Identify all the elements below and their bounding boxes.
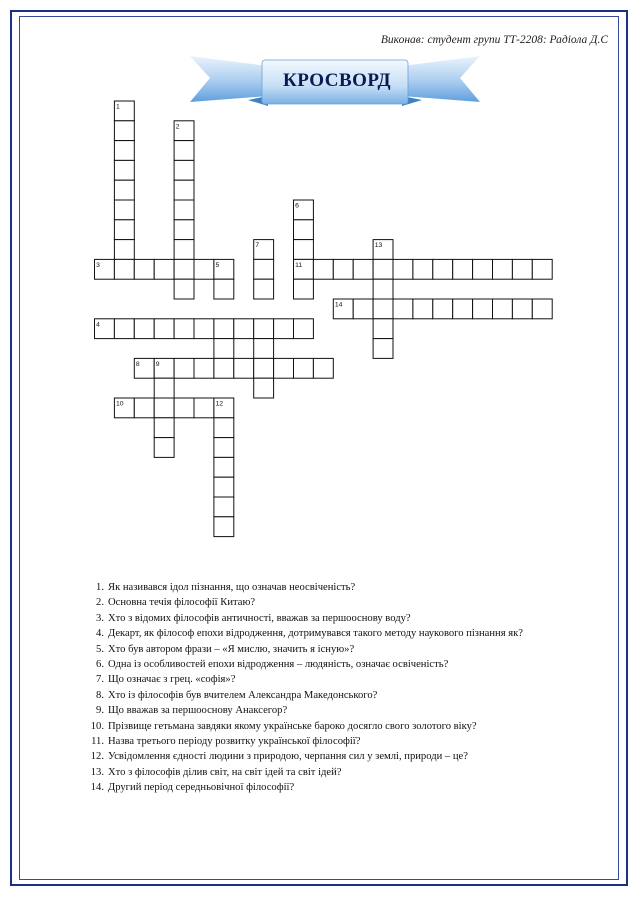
crossword-cell[interactable] [313, 358, 333, 378]
clue-text: Декарт, як філософ епохи відродження, дотримувався такого методу наукового пізнання як? [108, 628, 523, 640]
clue-text: Усвідомлення єдності людини з природою, черпання сил у землі, природи – це? [108, 751, 468, 763]
clue-number-label: 7 [255, 242, 260, 250]
crossword-cell[interactable] [214, 398, 234, 418]
crossword-cell[interactable] [333, 259, 353, 279]
clue-number: 13. [90, 766, 104, 778]
crossword-cell[interactable] [373, 299, 393, 319]
clue-number: 5. [96, 643, 104, 655]
crossword-cell[interactable] [214, 339, 234, 359]
crossword-cell[interactable] [114, 141, 134, 161]
crossword-cell[interactable] [294, 240, 314, 260]
clue-number-label: 8 [135, 361, 140, 368]
crossword-cell[interactable] [154, 259, 174, 279]
clue-item [84, 719, 614, 734]
clue-text: Основна течія філософії Китаю? [108, 597, 256, 609]
clue-number: 7. [96, 674, 104, 686]
crossword-cell[interactable] [214, 438, 234, 458]
crossword-cell[interactable] [254, 279, 274, 299]
clue-number: 8. [96, 689, 104, 701]
clue-number-label: 14 [334, 301, 343, 309]
crossword-cell[interactable] [512, 299, 532, 319]
crossword-cell[interactable] [134, 358, 154, 378]
crossword-cell[interactable] [174, 319, 194, 339]
crossword-cell[interactable] [234, 358, 254, 378]
crossword-cell[interactable] [154, 418, 174, 438]
clue-text: Хто із філософів був вчителем Александра Македонського? [108, 689, 378, 701]
crossword-cell[interactable] [373, 339, 393, 359]
crossword-cell[interactable] [174, 220, 194, 240]
clue-text: Що означає з грец. «софія»? [108, 674, 236, 686]
crossword-cell[interactable] [254, 240, 274, 260]
clue-item [84, 626, 614, 641]
crossword-cell[interactable] [373, 319, 393, 339]
crossword-cell[interactable] [174, 180, 194, 200]
crossword-cell[interactable] [194, 358, 214, 378]
crossword-cell[interactable] [512, 259, 532, 279]
clue-number: 12. [90, 751, 104, 763]
crossword-cell[interactable] [154, 438, 174, 458]
clue-number: 1. [96, 582, 104, 593]
crossword-cell[interactable] [393, 299, 413, 319]
clue-number-label: 2 [175, 123, 180, 131]
crossword-cell[interactable] [174, 279, 194, 299]
crossword-cell[interactable] [134, 259, 154, 279]
clue-item [84, 642, 614, 657]
crossword-cell[interactable] [114, 220, 134, 240]
clue-item [84, 749, 614, 764]
crossword-cell[interactable] [254, 319, 274, 339]
crossword-cell[interactable] [194, 259, 214, 279]
clue-number: 11. [91, 736, 104, 748]
clue-number-label: 3 [96, 262, 100, 269]
crossword-cell[interactable] [154, 398, 174, 418]
clue-number-label: 12 [215, 400, 224, 408]
clue-item [84, 657, 614, 672]
clue-number: 3. [96, 612, 104, 624]
clue-item [84, 672, 614, 687]
crossword-cell[interactable] [174, 358, 194, 378]
crossword-cell[interactable] [234, 319, 254, 339]
crossword-cell[interactable] [154, 358, 174, 378]
crossword-cell[interactable] [493, 299, 513, 319]
crossword-cell[interactable] [254, 339, 274, 359]
crossword-cell[interactable] [313, 259, 333, 279]
clue-number: 6. [96, 659, 104, 671]
crossword-cell[interactable] [174, 141, 194, 161]
crossword-cell[interactable] [134, 398, 154, 418]
clue-number: 14. [90, 782, 104, 794]
crossword-cell[interactable] [214, 457, 234, 477]
crossword-cell[interactable] [393, 259, 413, 279]
crossword-cell[interactable] [294, 220, 314, 240]
clue-number-label: 11 [295, 262, 303, 269]
crossword-cell[interactable] [214, 517, 234, 537]
clue-item [84, 611, 614, 626]
crossword-cell[interactable] [254, 259, 274, 279]
crossword-cell[interactable] [154, 319, 174, 339]
crossword-cell[interactable] [254, 358, 274, 378]
crossword-cell[interactable] [214, 319, 234, 339]
crossword-cell[interactable] [174, 121, 194, 141]
crossword-cell[interactable] [294, 200, 314, 220]
clue-item [84, 703, 614, 718]
crossword-cell[interactable] [294, 279, 314, 299]
clue-number: 10. [90, 720, 104, 732]
crossword-cell[interactable] [532, 299, 552, 319]
clue-number: 9. [96, 705, 104, 717]
crossword-cell[interactable] [373, 240, 393, 260]
crossword-cell[interactable] [214, 477, 234, 497]
crossword-cell[interactable] [95, 259, 115, 279]
crossword-cell[interactable] [114, 259, 134, 279]
crossword-cell[interactable] [95, 319, 115, 339]
clue-number: 2. [96, 597, 104, 609]
crossword-cell[interactable] [174, 398, 194, 418]
crossword-cell[interactable] [453, 259, 473, 279]
crossword-cell[interactable] [114, 121, 134, 141]
clue-text: Прізвище гетьмана завдяки якому українське бароко досягло свого золотого віку? [108, 720, 477, 732]
crossword-cell[interactable] [294, 319, 314, 339]
crossword-cell[interactable] [174, 160, 194, 180]
crossword-cell[interactable] [294, 358, 314, 378]
crossword-cell[interactable] [353, 299, 373, 319]
clue-text: Хто був автором фрази – «Я мислю, значить я існую»? [108, 643, 355, 655]
clue-list [84, 580, 614, 796]
crossword-cell[interactable] [413, 299, 433, 319]
crossword-cell[interactable] [254, 378, 274, 398]
crossword-cell[interactable] [333, 299, 353, 319]
crossword-cell[interactable] [373, 259, 393, 279]
clue-item [84, 688, 614, 703]
crossword-cell[interactable] [114, 200, 134, 220]
crossword-cell[interactable] [433, 259, 453, 279]
crossword-cell[interactable] [134, 319, 154, 339]
crossword-cell[interactable] [453, 299, 473, 319]
clue-item [84, 765, 614, 780]
clue-text: Хто з філософів ділив світ, на світ ідей та світ ідей? [108, 766, 342, 778]
crossword-cell[interactable] [114, 319, 134, 339]
crossword-cell[interactable] [114, 240, 134, 260]
crossword-cell[interactable] [353, 259, 373, 279]
crossword-cell[interactable] [194, 319, 214, 339]
clue-number-label: 1 [116, 103, 120, 111]
crossword-cell[interactable] [473, 259, 493, 279]
clue-item [84, 780, 614, 795]
crossword-cell[interactable] [413, 259, 433, 279]
crossword-cell[interactable] [532, 259, 552, 279]
crossword-cell[interactable] [274, 319, 294, 339]
crossword-cell[interactable] [214, 259, 234, 279]
crossword-cell[interactable] [373, 279, 393, 299]
crossword-cell[interactable] [114, 160, 134, 180]
clue-number-label: 13 [374, 242, 383, 250]
clue-number-label: 6 [295, 202, 299, 210]
page-title: КРОСВОРД [282, 70, 392, 91]
clue-item [84, 595, 614, 610]
clue-number-label: 9 [155, 361, 160, 368]
clue-text: Назва третього періоду розвитку української філософії? [108, 736, 361, 748]
clue-number-label: 5 [215, 262, 220, 269]
clue-number-label: 4 [96, 321, 100, 329]
crossword-cell[interactable] [174, 240, 194, 260]
crossword-cell[interactable] [114, 101, 134, 121]
crossword-cell[interactable] [274, 358, 294, 378]
crossword-cell[interactable] [214, 497, 234, 517]
clue-text: Хто з відомих філософів античності, вважав за першооснову воду? [108, 612, 411, 624]
crossword-cell[interactable] [294, 259, 314, 279]
clue-text: Як називався ідол пізнання, що означав неосвіченість? [108, 582, 356, 593]
crossword-cell[interactable] [194, 398, 214, 418]
clue-item [84, 580, 614, 595]
crossword-cell[interactable] [433, 299, 453, 319]
clue-number: 4. [96, 628, 104, 640]
crossword-cell[interactable] [114, 180, 134, 200]
clue-number-label: 10 [116, 400, 124, 408]
crossword-cell[interactable] [174, 259, 194, 279]
crossword-cell[interactable] [174, 200, 194, 220]
clue-text: Що вважав за першооснову Анаксегор? [108, 705, 288, 717]
crossword-cell[interactable] [214, 358, 234, 378]
crossword-cell[interactable] [473, 299, 493, 319]
clue-item [84, 734, 614, 749]
clue-text: Одна із особливостей епохи відродження – людяність, означає освіченість? [108, 659, 449, 671]
crossword-cell[interactable] [214, 279, 234, 299]
crossword-cell[interactable] [214, 418, 234, 438]
crossword-cell[interactable] [154, 378, 174, 398]
author-line: Виконав: студент групи ТТ-2208: Радіола Д.С [380, 34, 608, 46]
crossword-cell[interactable] [493, 259, 513, 279]
clue-text: Другий період середньовічної філософії? [108, 782, 295, 794]
crossword-cell[interactable] [114, 398, 134, 418]
